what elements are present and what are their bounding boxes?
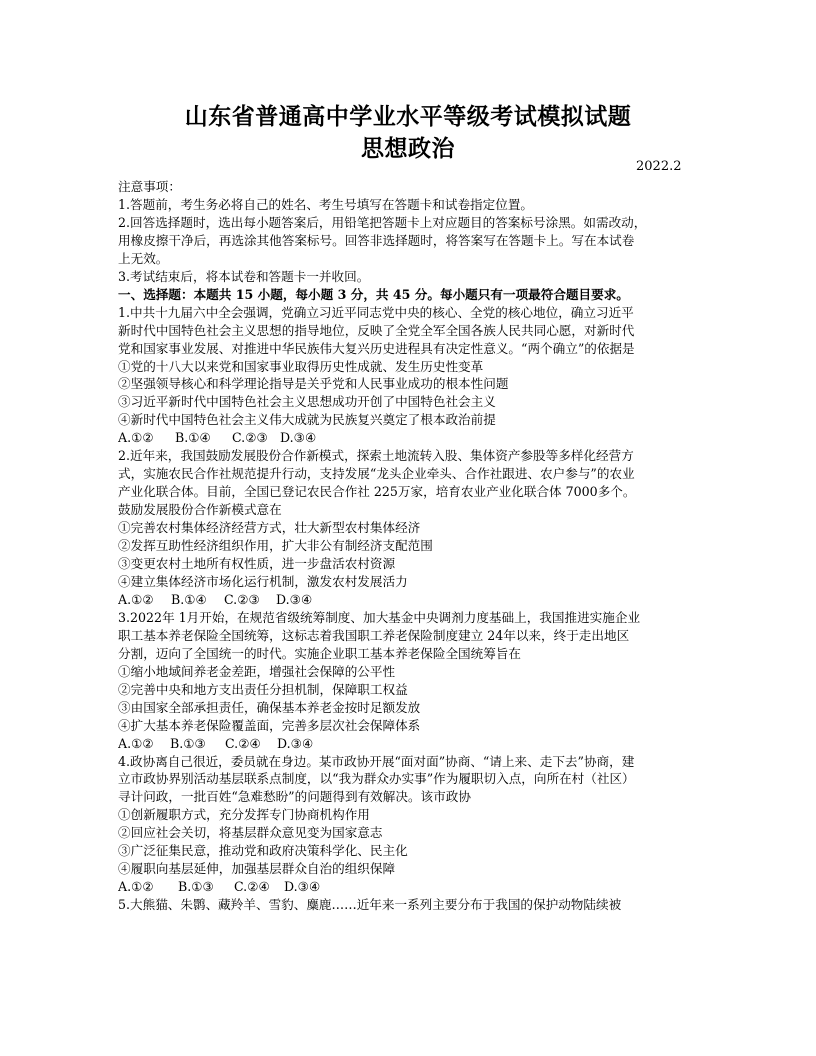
option-d: D.③④ [280,430,317,446]
question-4-stem: 寻计问政，一批百姓“急难愁盼”的问题得到有效解决。该市政协 [118,789,471,805]
question-3-stem: 职工基本养老保险全国统筹，这标志着我国职工养老保险制度建立 24年以来，终于走出地区 [118,627,630,643]
option-b: B.①④ [171,591,207,607]
option-c: C.②④ [225,735,261,751]
question-3-item: ④扩大基本养老保险覆盖面，完善多层次社会保障体系 [118,717,421,733]
option-b: B.①③ [178,879,214,895]
question-3-item: ①缩小地域间养老金差距，增强社会保障的公平性 [118,663,396,679]
question-2-stem: 2.近年来，我国鼓励发展股份合作新模式，探索土地流转入股、集体资产参股等多样化经营方 [118,448,634,464]
question-2-stem: 产业化联合体。目前，全国已登记农民合作社 225万家，培育农业产业化联合体 7000多个。 [118,484,636,500]
question-3-item: ②完善中央和地方支出责任分担机制，保障职工权益 [118,681,408,697]
question-4-item: ①创新履职方式，充分发挥专门协商机构作用 [118,807,370,823]
option-c: C.②③ [224,591,260,607]
question-3-stem: 3.2022年 1月开始，在规范省级统筹制度、加大基金中央调剂力度基础上，我国推进实施企业 [118,609,641,625]
option-b: B.①④ [175,430,211,446]
question-2-stem: 式，实施农民合作社规范提升行动，支持发展“龙头企业牵头、合作社跟进、农户参与”的农业 [118,466,635,482]
exam-title: 山东省普通高中学业水平等级考试模拟试题 [184,103,632,130]
option-a: A.①② [118,879,154,895]
question-1-item: ①党的十八大以来党和国家事业取得历史性成就、发生历史性变革 [118,358,484,374]
question-3-stem: 分割，迈向了全国统一的时代。实施企业职工基本养老保险全国统筹旨在 [118,645,521,661]
exam-subject: 思想政治 [361,135,455,162]
question-3-options [118,735,698,753]
question-4-item: ④履职向基层延伸，加强基层群众自治的组织保障 [118,861,396,877]
question-5-stem: 5.大熊猫、朱鹮、藏羚羊、雪豹、麋鹿……近年来一系列主要分布于我国的保护动物陆续被 [118,897,622,913]
question-1-item: ③习近平新时代中国特色社会主义思想成功开创了中国特色社会主义 [118,394,496,410]
question-4-stem: 4.政协离自己很近，委员就在身边。某市政协开展“面对面”协商、“请上来、走下去”协商，建 [118,753,635,769]
question-1-item: ④新时代中国特色社会主义伟大成就为民族复兴奠定了根本政治前提 [118,412,496,428]
exam-body [118,178,698,914]
question-4-options [118,878,698,896]
question-2-item: ③变更农村土地所有权性质，进一步盘活农村资源 [118,556,396,572]
question-3-item: ③由国家全部承担责任，确保基本养老金按时足额发放 [118,699,421,715]
section-heading: 一、选择题：本题共 15 小题，每小题 3 分，共 45 分。每小题只有一项最符合题目要求。 [118,286,629,302]
option-a: A.①② [118,735,154,751]
question-2-item: ①完善农村集体经济经营方式，壮大新型农村集体经济 [118,520,421,536]
notice-line: 上无效。 [118,250,169,266]
notice-line: 2.回答选择题时，选出每小题答案后，用铅笔把答题卡上对应题目的答案标号涂黑。如需改动， [118,214,647,230]
option-a: A.①② [118,430,154,446]
question-1-stem: 党和国家事业发展、对推进中华民族伟大复兴历史进程具有决定性意义。“两个确立”的依据是 [118,340,635,356]
notice-line: 3.考试结束后，将本试卷和答题卡一并收回。 [118,268,370,284]
question-2-stem: 鼓励发展股份合作新模式意在 [118,502,282,518]
question-1-stem: 新时代中国特色社会主义思想的指导地位，反映了全党全军全国各族人民共同心愿，对新时代 [118,322,635,338]
question-4-item: ③广泛征集民意，推动党和政府决策科学化、民主化 [118,843,408,859]
option-d: D.③④ [284,879,321,895]
option-c: C.②④ [234,879,270,895]
question-4-item: ②回应社会关切，将基层群众意见变为国家意志 [118,825,383,841]
exam-date: 2022.2 [636,159,682,174]
notice-line: 用橡皮擦干净后，再选涂其他答案标号。回答非选择题时，将答案写在答题卡上。写在本试卷 [118,232,635,248]
option-b: B.①③ [170,735,206,751]
option-a: A.①② [118,591,154,607]
option-c: C.②③ [232,430,268,446]
question-2-options [118,591,698,609]
question-2-item: ②发挥互助性经济组织作用，扩大非公有制经济支配范围 [118,538,433,554]
question-2-item: ④建立集体经济市场化运行机制，激发农村发展活力 [118,573,408,589]
question-1-options [118,429,698,447]
option-d: D.③④ [276,591,313,607]
question-4-stem: 立市政协界别活动基层联系点制度，以“我为群众办实事”作为履职切入点，向所在村（社区） [118,771,635,787]
notice-line: 1.答题前，考生务必将自己的姓名、考生号填写在答题卡和试卷指定位置。 [118,196,534,212]
option-d: D.③④ [277,735,314,751]
question-1-item: ②坚强领导核心和科学理论指导是关乎党和人民事业成功的根本性问题 [118,376,509,392]
question-1-stem: 1.中共十九届六中全会强调，党确立习近平同志党中央的核心、全党的核心地位，确立习近平 [118,304,634,320]
notice-heading: 注意事项： [118,179,181,194]
